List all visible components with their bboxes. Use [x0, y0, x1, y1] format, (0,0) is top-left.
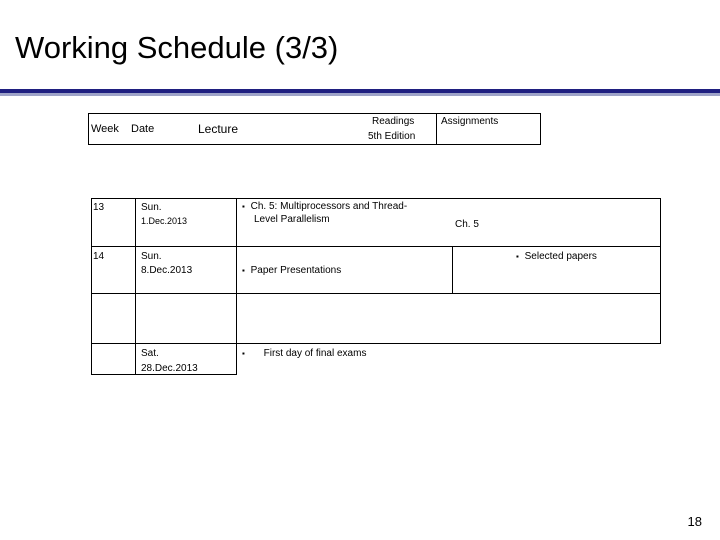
reading-cell: Ch. 5	[455, 219, 479, 230]
week-cell: 14	[93, 251, 105, 262]
date-day: Sat.	[141, 348, 159, 359]
lecture-line1: Ch. 5: Multiprocessors and Thread-	[250, 201, 408, 212]
date-day: Sun.	[141, 202, 162, 213]
grid-line	[91, 198, 661, 199]
title-rule-shadow	[0, 93, 720, 96]
header-top-border	[88, 113, 541, 114]
date-value: 1.Dec.2013	[141, 216, 188, 226]
header-left-border	[88, 113, 89, 145]
date-day: Sun.	[141, 251, 162, 262]
lecture-text: Paper Presentations	[250, 265, 342, 276]
lecture-cell	[242, 347, 366, 360]
lecture-line2: Level Parallelism	[254, 214, 330, 225]
bullet-icon: ▪	[242, 202, 245, 211]
grid-line	[660, 198, 661, 344]
header-divider	[436, 113, 437, 145]
bullet-icon: ▪	[242, 266, 245, 275]
assignment-text: Selected papers	[524, 251, 597, 262]
lecture-text: First day of final exams	[263, 348, 367, 359]
week-cell: 13	[93, 202, 105, 213]
grid-line	[236, 198, 237, 375]
lecture-cell	[242, 200, 407, 213]
header-readings-line2: 5th Edition	[368, 131, 416, 142]
header-lecture: Lecture	[198, 122, 239, 136]
header-bottom-border	[88, 144, 541, 145]
lecture-cell	[242, 264, 341, 277]
grid-line	[91, 198, 92, 375]
bullet-icon: ▪	[242, 349, 245, 358]
grid-line	[91, 293, 661, 294]
header-date: Date	[131, 123, 155, 135]
header-readings-line1: Readings	[372, 116, 415, 127]
grid-line	[135, 198, 136, 375]
header-right-border	[540, 113, 541, 145]
page-number: 18	[687, 514, 702, 529]
grid-line	[452, 246, 453, 294]
date-value: 8.Dec.2013	[141, 265, 193, 276]
slide-title: Working Schedule (3/3)	[15, 30, 339, 65]
date-value: 28.Dec.2013	[141, 363, 198, 374]
bullet-icon: ▪	[516, 252, 519, 261]
grid-line	[91, 343, 661, 344]
header-week: Week	[91, 123, 119, 135]
header-assignments: Assignments	[441, 116, 499, 127]
assignment-cell	[516, 250, 597, 263]
grid-line	[91, 246, 661, 247]
